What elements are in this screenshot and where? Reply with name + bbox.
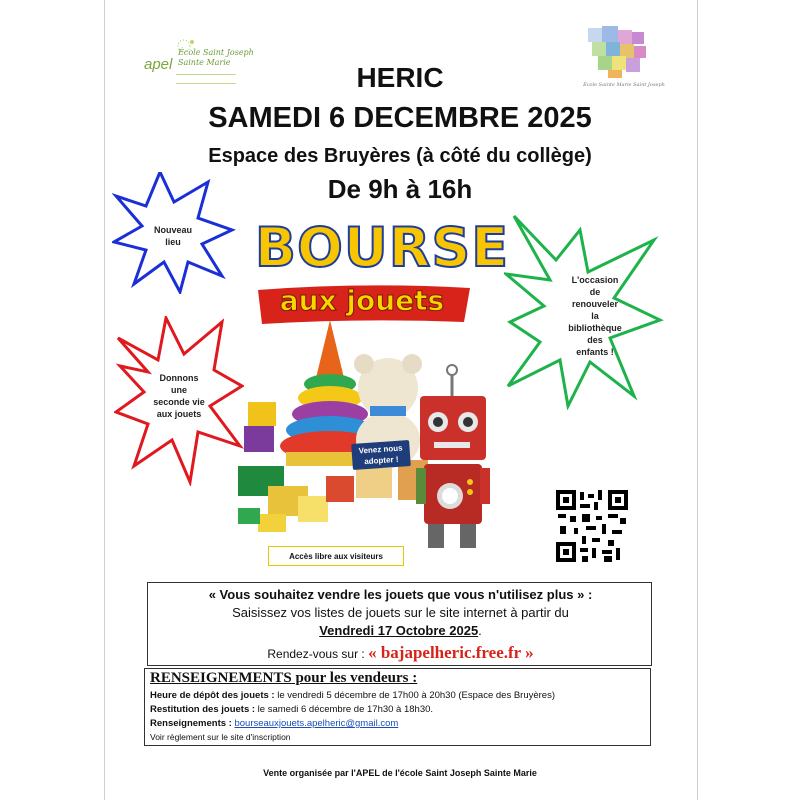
event-hours: De 9h à 16h	[327, 174, 473, 204]
vendors-box	[147, 582, 652, 666]
vendors-instructions: Saisissez vos listes de jouets sur le site internet à partir du	[232, 605, 569, 620]
burst-line: la	[591, 311, 599, 321]
info-restitution	[150, 704, 433, 715]
red-burst-text	[148, 372, 210, 420]
info-depot	[150, 690, 555, 701]
robot-head	[420, 396, 486, 460]
vendors-date: Vendredi 17 Octobre 2025	[319, 623, 479, 638]
burst-line: lieu	[165, 237, 181, 247]
burst-line: de	[589, 287, 601, 297]
event-city: HERIC	[356, 62, 444, 93]
info-title: RENSEIGNEMENTS pour les vendeurs :	[150, 670, 418, 686]
burst-line: enfants !	[576, 347, 614, 357]
vendors-site-link[interactable]: « bajapelheric.free.fr »	[368, 643, 534, 662]
vendors-site-prefix: Rendez-vous sur :	[267, 647, 365, 661]
burst-line: des	[587, 335, 603, 345]
burst-line: bibliothèque	[568, 323, 622, 333]
block-purple	[244, 426, 274, 452]
apel-logo-word: apel	[144, 56, 173, 73]
burst-line: Donnons	[159, 373, 199, 383]
depot-label: Heure de dépôt des jouets :	[150, 690, 275, 701]
info-rules: Voir règlement sur le site d'inscription	[150, 732, 291, 742]
vendors-date-line	[148, 623, 653, 638]
info-box	[144, 668, 651, 746]
contact-label: Renseignements :	[150, 718, 232, 729]
adopt-sign	[351, 440, 411, 470]
vendors-date-end: .	[478, 623, 482, 638]
cone-top-icon	[316, 320, 344, 378]
bourse-title: BOURSE	[254, 216, 510, 279]
adopt-sign-text: Venez nous adopter !	[358, 443, 403, 467]
restitution-value: le samedi 6 décembre de 17h30 à 18h30.	[255, 704, 434, 715]
vendors-intro: « Vous souhaitez vendre les jouets que vous n'utilisez plus » :	[208, 587, 593, 602]
school-logo-caption: École Sainte Marie Saint Joseph	[583, 82, 665, 88]
depot-value: le vendredi 5 décembre de 17h00 à 20h30 (Espace des Bruyères)	[274, 690, 556, 701]
footer-organizer: Vente organisée par l'APEL de l'école Saint Joseph Sainte Marie	[263, 768, 537, 778]
vendors-site-line	[148, 643, 653, 663]
school-script-name: École Saint Joseph Sainte Marie	[178, 48, 254, 67]
toys-illustration	[238, 318, 518, 554]
block-yellow	[248, 402, 276, 426]
green-burst-text	[560, 274, 630, 358]
info-contact	[150, 718, 398, 729]
event-place: Espace des Bruyères (à côté du collège)	[208, 145, 592, 167]
burst-line: une	[170, 385, 187, 395]
contact-email-link[interactable]: bourseauxjouets.apelheric@gmail.com	[234, 718, 399, 729]
burst-line: seconde vie	[153, 397, 205, 407]
qr-code-icon[interactable]	[556, 490, 628, 562]
event-date: SAMEDI 6 DECEMBRE 2025	[208, 102, 592, 134]
access-badge: Accès libre aux visiteurs	[268, 546, 404, 566]
aux-jouets-title: aux jouets	[279, 284, 445, 317]
burst-line: Nouveau	[153, 225, 192, 235]
blue-burst-text	[148, 224, 198, 248]
burst-line: renouveler	[571, 299, 619, 309]
burst-line: L'occasion	[571, 275, 619, 285]
restitution-label: Restitution des jouets :	[150, 704, 256, 715]
burst-line: aux jouets	[156, 409, 202, 419]
